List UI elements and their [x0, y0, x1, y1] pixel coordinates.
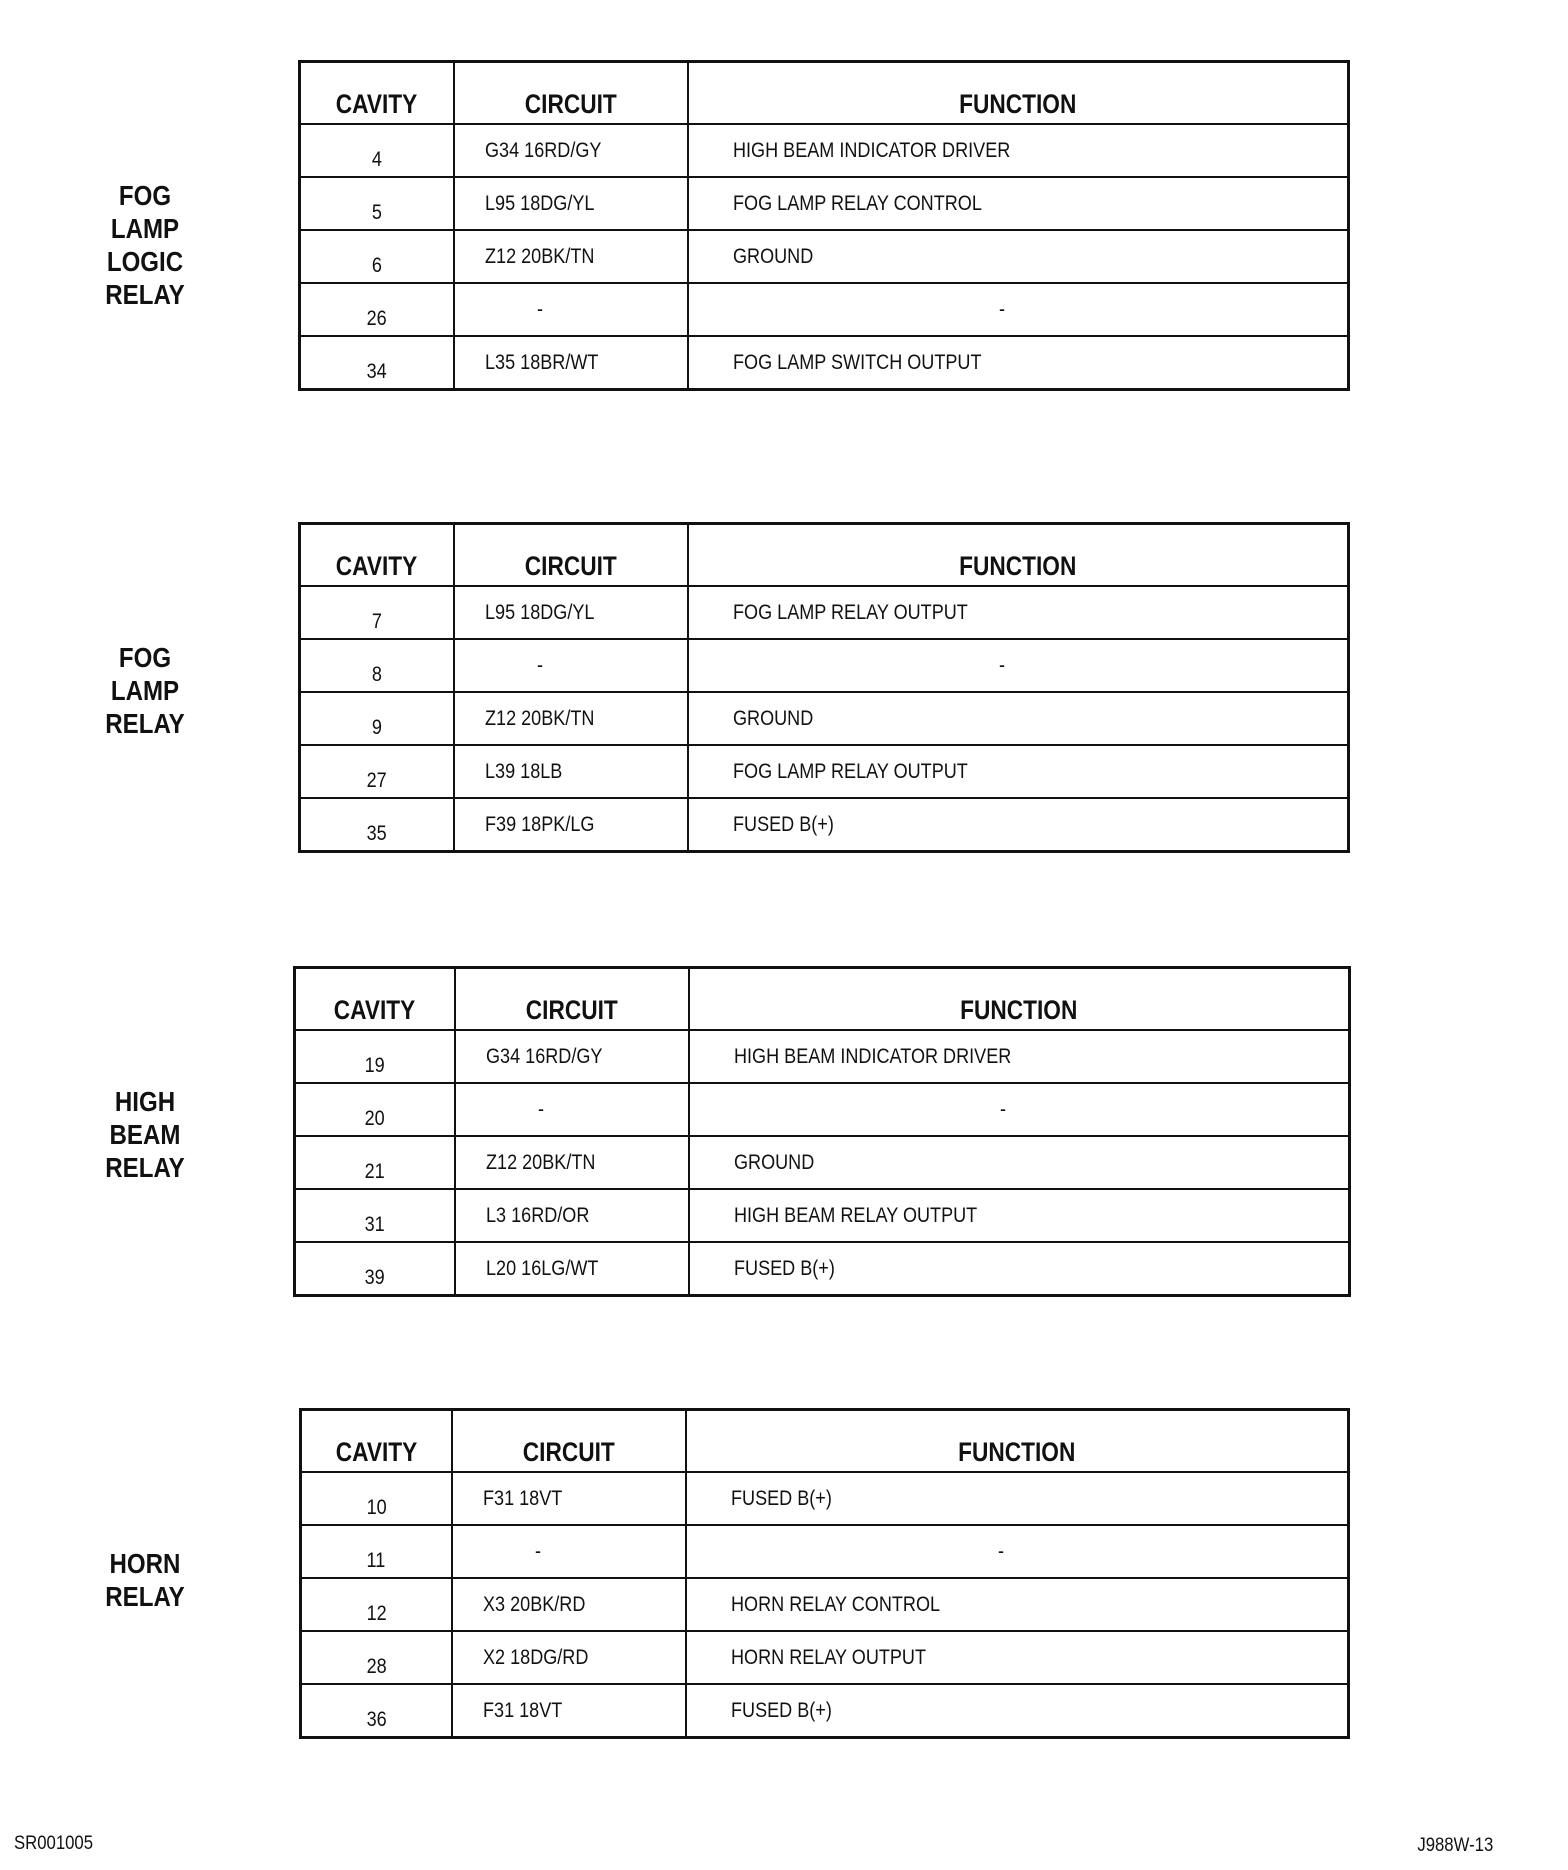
table-row [300, 283, 1349, 336]
cavity-cell: 39 [295, 1242, 455, 1296]
table-row [295, 1242, 1350, 1296]
table-row [295, 1189, 1350, 1242]
column-header-cavity: CAVITY [295, 968, 455, 1031]
pin-table-fog-lamp-logic-relay [298, 60, 1350, 391]
function-cell: HIGH BEAM INDICATOR DRIVER [689, 1030, 1350, 1083]
table-row [300, 124, 1349, 177]
relay-label-horn: HORN RELAY [105, 1548, 185, 1612]
circuit-cell: X2 18DG/RD [452, 1631, 686, 1684]
column-header-circuit: CIRCUIT [452, 1410, 686, 1473]
figure-id-left: SR001005 [14, 1833, 94, 1854]
table-row [295, 1083, 1350, 1136]
table-row [300, 336, 1349, 390]
table-header-row [301, 1410, 1349, 1473]
table-row [295, 1030, 1350, 1083]
circuit-cell: L39 18LB [454, 745, 688, 798]
function-cell: HIGH BEAM INDICATOR DRIVER [688, 124, 1349, 177]
column-header-circuit: CIRCUIT [455, 968, 689, 1031]
table-row [301, 1578, 1349, 1631]
circuit-cell: - [452, 1525, 686, 1578]
circuit-cell: L20 16LG/WT [455, 1242, 689, 1296]
function-cell: FOG LAMP RELAY OUTPUT [688, 586, 1349, 639]
table-row [300, 798, 1349, 852]
column-header-cavity: CAVITY [300, 62, 454, 125]
table-row [301, 1525, 1349, 1578]
table-row [295, 1136, 1350, 1189]
table-row [301, 1472, 1349, 1525]
table-row [300, 586, 1349, 639]
table-header-row [300, 524, 1349, 587]
table-row [301, 1631, 1349, 1684]
function-cell: GROUND [689, 1136, 1350, 1189]
circuit-cell: F39 18PK/LG [454, 798, 688, 852]
cavity-cell: 19 [295, 1030, 455, 1083]
relay-label-fog-lamp: FOG LAMP RELAY [105, 642, 185, 739]
cavity-cell: 6 [300, 230, 454, 283]
circuit-cell: F31 18VT [452, 1472, 686, 1525]
column-header-cavity: CAVITY [300, 524, 454, 587]
column-header-circuit: CIRCUIT [454, 62, 688, 125]
function-cell: FUSED B(+) [686, 1472, 1349, 1525]
cavity-cell: 8 [300, 639, 454, 692]
function-cell: FUSED B(+) [688, 798, 1349, 852]
circuit-cell: F31 18VT [452, 1684, 686, 1738]
column-header-cavity: CAVITY [301, 1410, 452, 1473]
cavity-cell: 28 [301, 1631, 452, 1684]
pin-table-fog-lamp-relay [298, 522, 1350, 853]
pin-table-horn-relay [299, 1408, 1350, 1739]
cavity-cell: 27 [300, 745, 454, 798]
table-header-row [300, 62, 1349, 125]
cavity-cell: 21 [295, 1136, 455, 1189]
function-cell: - [688, 283, 1349, 336]
column-header-function: FUNCTION [688, 62, 1349, 125]
table-row [300, 745, 1349, 798]
column-header-function: FUNCTION [688, 524, 1349, 587]
circuit-cell: X3 20BK/RD [452, 1578, 686, 1631]
relay-label-fog-lamp-logic: FOG LAMP LOGIC RELAY [105, 180, 185, 310]
function-cell: HORN RELAY CONTROL [686, 1578, 1349, 1631]
circuit-cell: G34 16RD/GY [455, 1030, 689, 1083]
cavity-cell: 26 [300, 283, 454, 336]
column-header-function: FUNCTION [689, 968, 1350, 1031]
circuit-cell: G34 16RD/GY [454, 124, 688, 177]
cavity-cell: 35 [300, 798, 454, 852]
circuit-cell: - [454, 639, 688, 692]
cavity-cell: 5 [300, 177, 454, 230]
function-cell: FOG LAMP RELAY OUTPUT [688, 745, 1349, 798]
table-row [301, 1684, 1349, 1738]
pin-table-high-beam-relay [293, 966, 1351, 1297]
table-row [300, 692, 1349, 745]
circuit-cell: - [455, 1083, 689, 1136]
circuit-cell: Z12 20BK/TN [455, 1136, 689, 1189]
cavity-cell: 12 [301, 1578, 452, 1631]
circuit-cell: L95 18DG/YL [454, 586, 688, 639]
table-row [300, 639, 1349, 692]
table-row [300, 230, 1349, 283]
circuit-cell: Z12 20BK/TN [454, 230, 688, 283]
column-header-function: FUNCTION [686, 1410, 1349, 1473]
cavity-cell: 31 [295, 1189, 455, 1242]
circuit-cell: L95 18DG/YL [454, 177, 688, 230]
circuit-cell: Z12 20BK/TN [454, 692, 688, 745]
function-cell: GROUND [688, 692, 1349, 745]
circuit-cell: L35 18BR/WT [454, 336, 688, 390]
function-cell: HIGH BEAM RELAY OUTPUT [689, 1189, 1350, 1242]
cavity-cell: 34 [300, 336, 454, 390]
cavity-cell: 10 [301, 1472, 452, 1525]
function-cell: - [686, 1525, 1349, 1578]
function-cell: HORN RELAY OUTPUT [686, 1631, 1349, 1684]
function-cell: FUSED B(+) [686, 1684, 1349, 1738]
circuit-cell: - [454, 283, 688, 336]
column-header-circuit: CIRCUIT [454, 524, 688, 587]
circuit-cell: L3 16RD/OR [455, 1189, 689, 1242]
cavity-cell: 36 [301, 1684, 452, 1738]
table-header-row [295, 968, 1350, 1031]
function-cell: FUSED B(+) [689, 1242, 1350, 1296]
function-cell: GROUND [688, 230, 1349, 283]
function-cell: - [688, 639, 1349, 692]
table-row [300, 177, 1349, 230]
cavity-cell: 7 [300, 586, 454, 639]
cavity-cell: 4 [300, 124, 454, 177]
function-cell: FOG LAMP RELAY CONTROL [688, 177, 1349, 230]
relay-label-high-beam: HIGH BEAM RELAY [105, 1086, 185, 1183]
function-cell: FOG LAMP SWITCH OUTPUT [688, 336, 1349, 390]
function-cell: - [689, 1083, 1350, 1136]
cavity-cell: 20 [295, 1083, 455, 1136]
figure-id-right: J988W-13 [1417, 1835, 1493, 1856]
cavity-cell: 9 [300, 692, 454, 745]
cavity-cell: 11 [301, 1525, 452, 1578]
